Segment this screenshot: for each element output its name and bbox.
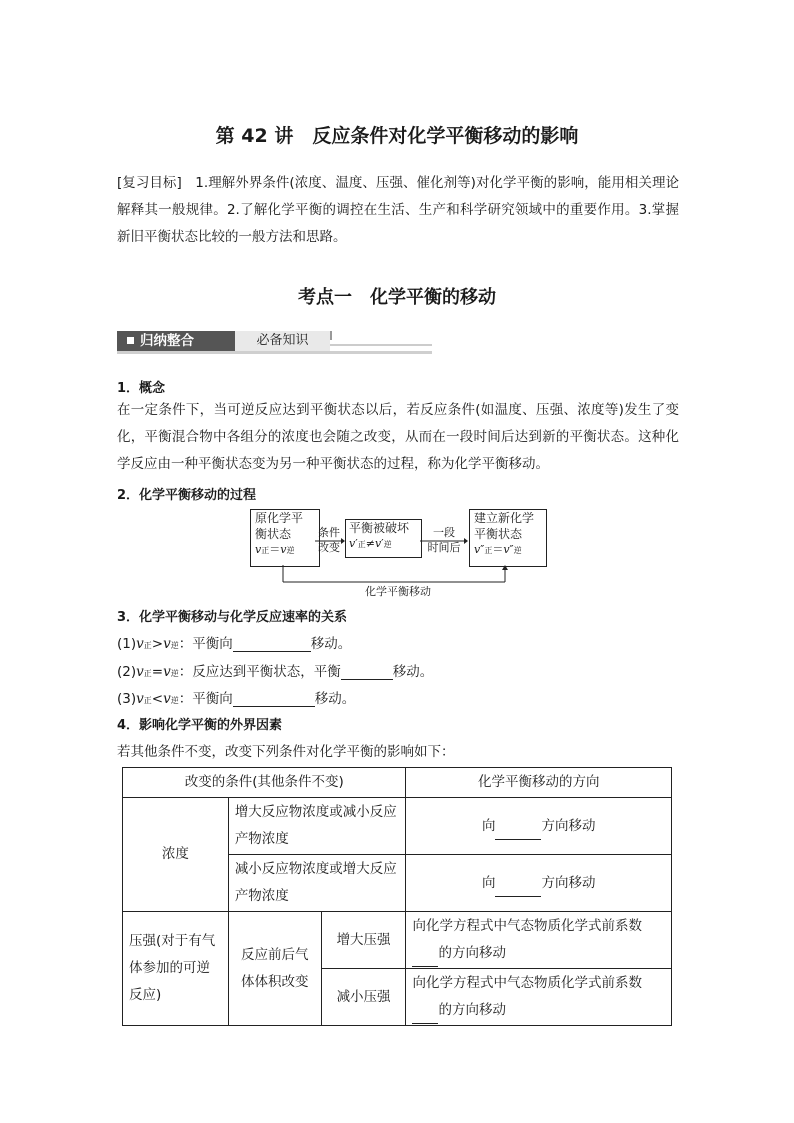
factors-table (122, 767, 672, 1026)
heading-rate-relation: 3．化学平衡移动与化学反应速率的关系 (117, 610, 348, 625)
cell-pressure-sub: 反应前后气体体积改变 (228, 912, 321, 1026)
table-row (123, 798, 672, 855)
bottom-arrow-label: 化学平衡移动 (348, 583, 448, 599)
section-bar-dark (117, 331, 235, 351)
box3-line1: 建立新化学 (474, 511, 535, 525)
square-icon (127, 337, 134, 344)
box1-line2: 衡状态 (255, 527, 292, 541)
rate-line-1: (1)v正>v逆：平衡向 移动。 (117, 636, 352, 652)
cell-dec-pressure: 减小压强 (321, 969, 406, 1026)
heading-concept: 1．概念 (117, 381, 166, 396)
objectives-text: 1.理解外界条件(浓度、温度、压强、催化剂等)对化学平衡的影响，能用相关理论解释其一般规律。2.了解化学平衡的调控在生活、生产和科学研究领域中的重要作用。3.掌握新旧平衡状态比较的一般方法和思路。 (117, 175, 679, 245)
cell-pressure: 压强(对于有气体参加的可逆反应) (123, 912, 229, 1026)
concept-body: 在一定条件下，当可逆反应达到平衡状态以后，若反应条件(如温度、压强、浓度等)发生了变化，平衡混合物中各组分的浓度也会随之改变，从而在一段时间后达到新的平衡状态。这种化学反应由一种平衡状态变为另一种平衡状态的过程，称为化学平衡移动。 (117, 402, 679, 472)
cell-inc-pressure-direction: 向化学方程式中气态物质化学式前系数 的方向移动 (406, 912, 672, 969)
review-objectives (117, 170, 679, 251)
arrow1-label: 条件 改变 (318, 526, 340, 554)
blank-2[interactable] (341, 665, 393, 680)
objectives-tag: [复习目标] (117, 175, 182, 191)
header-condition: 改变的条件(其他条件不变) (123, 768, 406, 798)
factors-intro: 若其他条件不变，改变下列条件对化学平衡的影响如下： (117, 744, 455, 760)
rate-line-3: (3)v正<v逆：平衡向 移动。 (117, 691, 356, 707)
cell-dec-pressure-direction: 向化学方程式中气态物质化学式前系数 的方向移动 (406, 969, 672, 1026)
blank-7[interactable] (412, 1009, 438, 1024)
box-new-equilibrium (469, 509, 547, 567)
section-bar-rule (330, 340, 432, 351)
box3-formula: v″正＝v″逆 (474, 543, 522, 556)
blank-3[interactable] (233, 692, 315, 707)
arrow2-label: 一段 时间后 (427, 526, 461, 554)
table-header-row (123, 768, 672, 798)
cell-conc-increase-direction: 向 方向移动 (406, 798, 672, 855)
box-equilibrium-broken (345, 519, 422, 558)
blank-5[interactable] (495, 882, 541, 897)
header-direction: 化学平衡移动的方向 (406, 768, 672, 798)
cell-concentration: 浓度 (123, 798, 229, 912)
box2-formula: v′正≠v′逆 (349, 537, 392, 550)
blank-1[interactable] (233, 637, 311, 652)
arrow2-icon (420, 537, 468, 545)
box-original-equilibrium (250, 509, 320, 567)
cell-inc-pressure: 增大压强 (321, 912, 406, 969)
cell-conc-decrease-direction: 向 方向移动 (406, 855, 672, 912)
box1-line1: 原化学平 (255, 511, 304, 525)
heading-external-factors: 4．影响化学平衡的外界因素 (117, 718, 283, 733)
cell-conc-decrease: 减小反应物浓度或增大反应产物浓度 (228, 855, 406, 912)
box1-formula: v正＝v逆 (255, 543, 295, 556)
section-title: 考点一 化学平衡的移动 (298, 287, 496, 308)
blank-6[interactable] (412, 952, 438, 967)
section-bar-shadow (117, 351, 432, 354)
blank-4[interactable] (495, 825, 541, 840)
box2-line1: 平衡被破坏 (349, 521, 410, 535)
section-bar-light: 必备知识 (235, 331, 332, 351)
arrow1-icon (315, 537, 345, 545)
section-bar-dark-label: 归纳整合 (140, 333, 194, 349)
heading-process: 2．化学平衡移动的过程 (117, 488, 257, 503)
cell-conc-increase: 增大反应物浓度或减小反应产物浓度 (228, 798, 406, 855)
table-row (123, 912, 672, 969)
process-diagram (250, 509, 546, 598)
rate-line-2: (2)v正=v逆：反应达到平衡状态，平衡 移动。 (117, 664, 434, 680)
section-bar (117, 331, 432, 353)
page-title: 第 42 讲 反应条件对化学平衡移动的影响 (215, 125, 579, 147)
box3-line2: 平衡状态 (474, 527, 523, 541)
